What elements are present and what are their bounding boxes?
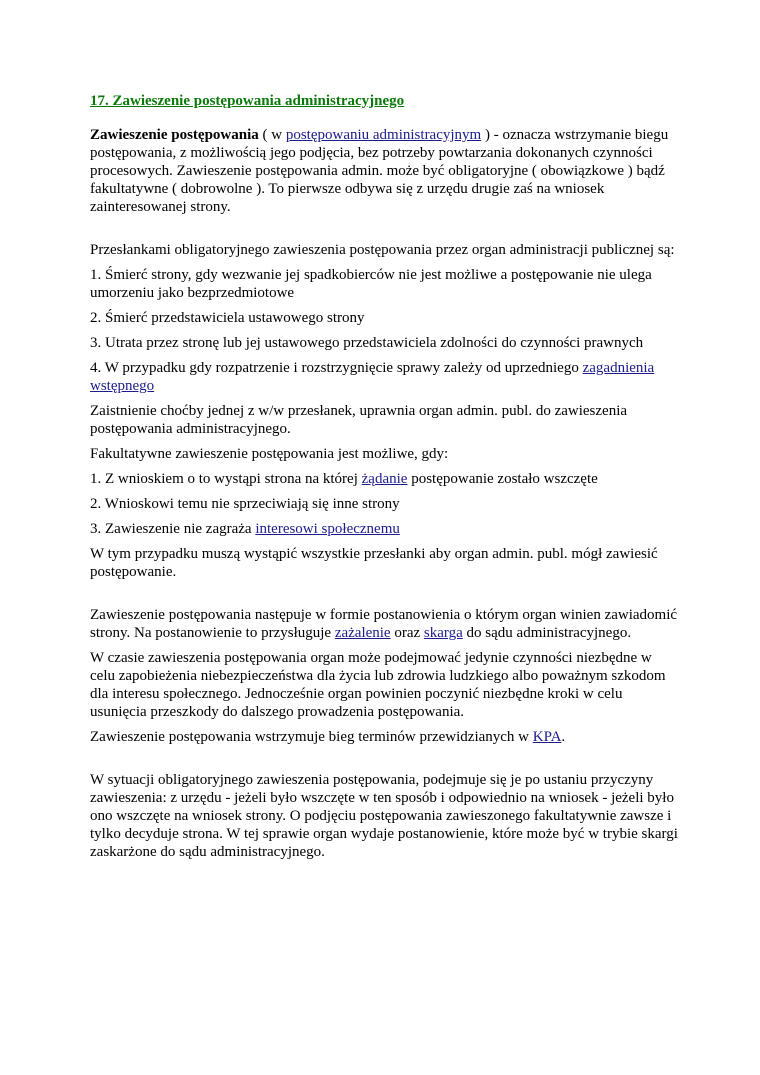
intro-paragraph [90,126,680,216]
facultative-item-3-text: 3. Zawieszenie nie zagraża [90,521,256,537]
obligatory-item-4 [90,359,680,395]
link-interes-spoleczny[interactable]: interesowi społecznemu [255,521,400,537]
link-skarga[interactable]: skarga [423,625,463,641]
facultative-item-2: 2. Wnioskowi temu nie sprzeciwiają się inne strony [90,496,400,512]
facultative-note: W tym przypadku muszą wystąpić wszystkie przesłanki aby organ admin. publ. mógł zawiesić postępowanie. [90,546,658,580]
obligatory-item-4-text: 4. W przypadku gdy rozpatrzenie i rozstrzygnięcie sprawy zależy od uprzedniego [90,360,583,376]
terms-text-b: . [561,729,566,745]
obligatory-item-3: 3. Utrata przez stronę lub jej ustawowego przedstawiciela zdolności do czynności prawnych [90,335,644,351]
form-text-c: do sądu administracyjnego. [462,625,632,641]
link-zazalenie[interactable]: zażalenie [334,625,391,641]
intro-term: Zawieszenie postępowania [90,127,259,143]
link-kpa[interactable]: KPA [532,729,562,745]
facultative-item-3 [90,520,680,538]
form-text-b: oraz [390,625,424,641]
obligatory-item-1: 1. Śmierć strony, gdy wezwanie jej spadkobierców nie jest możliwe a postępowanie nie ulega umorzeniu jako bezprzedmiotowe [90,267,652,301]
form-text-a: Zawieszenie postępowania następuje w formie postanowienia o którym organ winien zawiadomić strony. Na postanowienie to przysługuje [90,607,678,641]
facultative-item-1-text-b: postępowanie zostało wszczęte [407,471,598,487]
facultative-item-1-text-a: 1. Z wnioskiem o to wystąpi strona na której [90,471,362,487]
intro-text-1: ( w [258,127,286,143]
form-paragraph [90,606,680,642]
terms-paragraph [90,728,680,746]
link-zadanie[interactable]: żądanie [361,471,408,487]
link-zagadnienie-wstepne[interactable]: zagadnienia wstępnego [90,360,655,394]
intro-text-2: ) - oznacza wstrzymanie biegu postępowania, z możliwością jego podjęcia, bez potrzeby powtarzania dokonanych czynności procesowych. Zawieszenie postępowania admin. może być obligatoryjne ( obowiązkowe ) bądź fakultatywne ( dobrowolne ). To pierwsze odbywa się z urzędu drugie zaś na wniosek zainteresowanej strony. [90,127,669,215]
facultative-intro: Fakultatywne zawieszenie postępowania jest możliwe, gdy: [90,446,449,462]
obligatory-item-2: 2. Śmierć przedstawiciela ustawowego strony [90,310,365,326]
obligatory-intro: Przesłankami obligatoryjnego zawieszenia postępowania przez organ administracji publicznej są: [90,242,675,258]
terms-text-a: Zawieszenie postępowania wstrzymuje bieg terminów przewidzianych w [90,729,533,745]
section-heading[interactable]: 17. Zawieszenie postępowania administracyjnego [90,93,405,109]
during-paragraph: W czasie zawieszenia postępowania organ może podejmować jedynie czynności niezbędne w celu zapobieżenia niebezpieczeństwa dla życia lub zdrowia ludzkiego albo poważnym szkodom dla interesu społecznego. Jednocześnie organ powinien poczynić niezbędne kroki w celu usunięcia przeszkody do dalszego prowadzenia postępowania. [90,650,666,720]
document-body [90,92,680,868]
resume-paragraph: W sytuacji obligatoryjnego zawieszenia postępowania, podejmuje się je po ustaniu przyczyny zawieszenia: z urzędu - jeżeli było wszczęte w ten sposób i odpowiednio na wniosek - jeżeli było ono wszczęte na wniosek strony. O podjęciu postępowania zawieszonego fakultatywnie zawsze i tylko decyduje strona. W tej sprawie organ wydaje postanowienie, które może być w trybie skargi zaskarżone do sądu administracyjnego. [90,772,678,860]
obligatory-note: Zaistnienie choćby jednej z w/w przesłanek, uprawnia organ admin. publ. do zawieszenia postępowania administracyjnego. [90,403,628,437]
link-postepowanie-administracyjne[interactable]: postępowaniu administracyjnym [285,127,482,143]
facultative-item-1 [90,470,680,488]
